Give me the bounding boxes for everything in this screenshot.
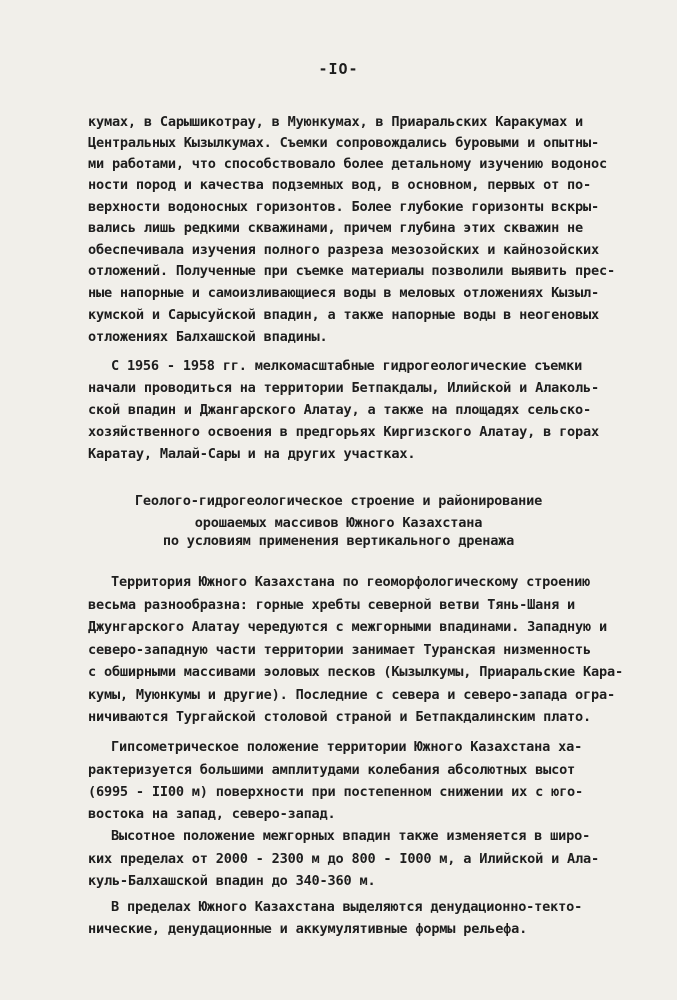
text-line: Каратау, Малай-Сары и на других участках. <box>88 446 416 462</box>
text-line: ничиваются Тургайской столовой страной и Бетпакдалинским плато. <box>88 709 592 725</box>
text-line: кумской и Сарысуйской впадин, а также напорные воды в неогеновых <box>88 307 599 323</box>
text-line: Джунгарского Алатау чередуются с межгорными впадинами. Западную и <box>88 619 607 635</box>
text-line: обеспечивала изучения полного разреза мезозойских и кайнозойских <box>88 242 599 258</box>
text-line: рактеризуется большими амплитудами колебания абсолютных высот <box>88 762 576 778</box>
text-line: В пределах Южного Казахстана выделяются денудационно-текто- <box>111 899 583 915</box>
text-line: С 1956 - 1958 гг. мелкомасштабные гидрогеологические съемки <box>111 358 583 374</box>
text-line: Высотное положение межгорных впадин также изменяется в широ- <box>111 828 591 844</box>
text-line: ности пород и качества подземных вод, в основном, первых от по- <box>88 177 592 193</box>
text-line: ких пределах от 2000 - 2300 м до 800 - I000 м, а Илийской и Ала- <box>88 851 599 867</box>
text-line: начали проводиться на территории Бетпакдалы, Илийской и Алаколь- <box>88 380 599 396</box>
text-line: отложениях Балхашской впадины. <box>88 329 328 345</box>
text-line: куль-Балхашской впадин до 340-360 м. <box>88 873 376 889</box>
text-line: нические, денудационные и аккумулятивные формы рельефа. <box>88 921 528 937</box>
text-line: вались лишь редкими скважинами, причем глубина этих скважин не <box>88 220 584 236</box>
text-line: Территория Южного Казахстана по геоморфологическому строению <box>111 574 591 590</box>
text-line: ми работами, что способствовало более детальному изучению водонос <box>88 156 607 172</box>
text-line: северо-западную части территории занимает Туранская низменность <box>88 642 592 658</box>
text-line: Гипсометрическое положение территории Южного Казахстана ха- <box>111 739 583 755</box>
heading-line: орошаемых массивов Южного Казахстана <box>194 515 483 531</box>
text-line: кумы, Муюнкумы и другие). Последние с севера и северо-запада огра- <box>88 687 615 703</box>
heading-line: по условиям применения вертикального дренажа <box>162 533 515 549</box>
text-line: хозяйственного освоения в предгорьях Киргизского Алатау, в горах <box>88 424 599 440</box>
heading-line: Геолого-гидрогеологическое строение и районирование <box>134 493 543 509</box>
text-line: востока на запад, северо-запад. <box>88 806 336 822</box>
text-line: с обширными массивами эоловых песков (Кызылкумы, Приаральские Кара- <box>88 664 623 680</box>
text-line: (6995 - II00 м) поверхности при постепенном снижении их с юго- <box>88 784 584 800</box>
text-line: верхности водоносных горизонтов. Более глубокие горизонты вскры- <box>88 199 599 215</box>
text-line: весьма разнообразна: горные хребты северной ветви Тянь-Шаня и <box>88 597 576 613</box>
text-line: Центральных Кызылкумах. Съемки сопровождались буровыми и опытны- <box>88 135 599 151</box>
text-line: кумах, в Сарышикотрау, в Муюнкумах, в Приаральских Каракумах и <box>88 114 584 130</box>
text-line: ской впадин и Джангарского Алатау, а также на площадях сельско- <box>88 402 592 418</box>
text-line: ные напорные и самоизливающиеся воды в меловых отложениях Кызыл- <box>88 285 599 301</box>
text-line: отложений. Полученные при съемке материалы позволили выявить прес- <box>88 263 615 279</box>
page-number: -IO- <box>318 60 359 78</box>
